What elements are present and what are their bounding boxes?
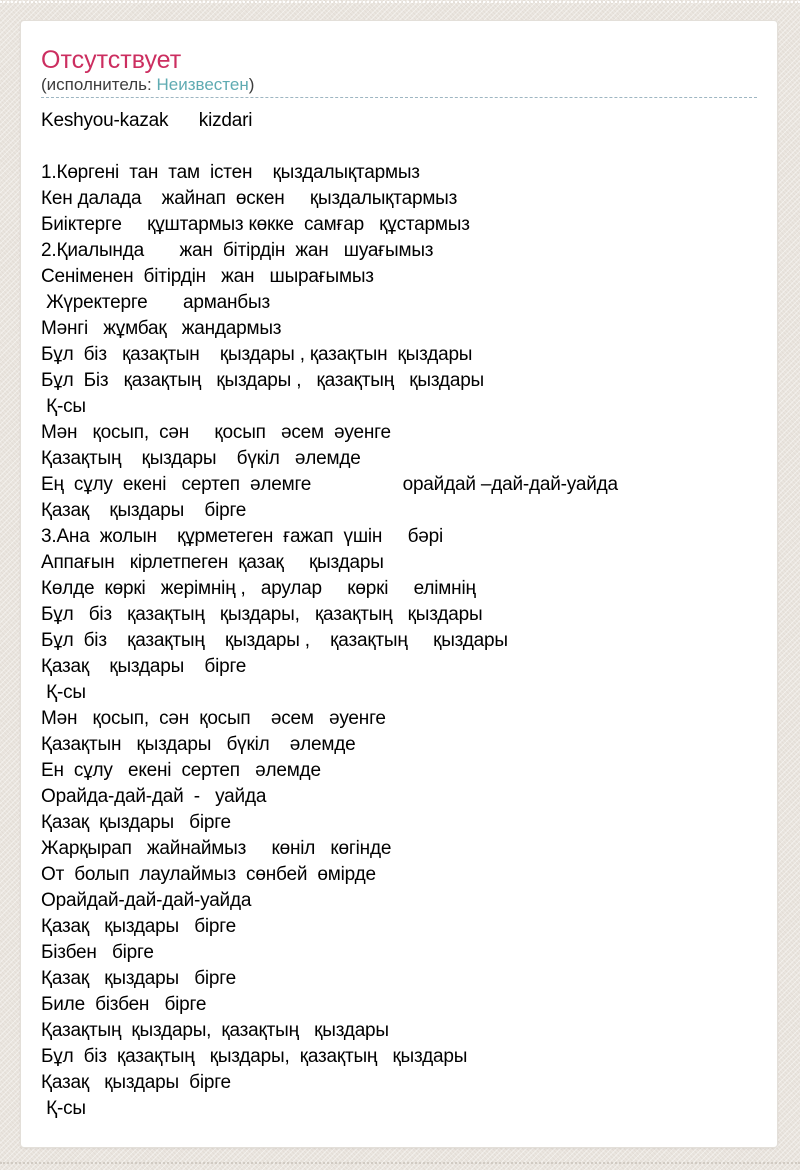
- artist-link[interactable]: Неизвестен: [156, 75, 249, 94]
- lyric-line: Сеніменен бітірдін жан шырағымыз: [41, 266, 374, 287]
- lyric-line: Қазақ қыздары бірге: [41, 916, 236, 937]
- lyric-line: Қазақтың қыздары бүкіл әлемде: [41, 448, 361, 469]
- artist-label-prefix: (исполнитель:: [41, 75, 157, 94]
- lyric-line: Кен далада жайнап өскен қыздалықтармыз: [41, 188, 458, 209]
- lyric-line: 3.Ана жолын құрметеген ғажап үшін бәрі: [41, 526, 444, 547]
- lyric-line: Қ-сы: [41, 396, 86, 417]
- lyric-line: Көлде көркі жерімнің , арулар көркі елімнің: [41, 578, 476, 599]
- lyric-line: Орайдай-дай-дай-уайда: [41, 890, 252, 911]
- lyric-line: Қазақтын қыздары бүкіл әлемде: [41, 734, 356, 755]
- lyric-line: Бұл Біз қазақтың қыздары , қазақтың қыздары: [41, 370, 485, 391]
- lyric-line: Keshyou-kazak kizdari: [41, 110, 253, 131]
- lyric-line: Бұл біз қазақтың қыздары , қазақтың қыздары: [41, 630, 508, 651]
- bottom-edge-dotted-line: [0, 1162, 800, 1164]
- page-title: Отсутствует: [41, 46, 182, 74]
- lyric-line: Қ-сы: [41, 682, 86, 703]
- lyric-line: Орайда-дай-дай - уайда: [41, 786, 267, 807]
- artist-line: [41, 76, 757, 94]
- lyric-line: Қазақ қыздары бірге: [41, 812, 231, 833]
- lyric-line: Ен сұлу екені сертеп әлемде: [41, 760, 321, 781]
- lyric-line: 1.Көргені тан там істен қыздалықтармыз: [41, 162, 420, 183]
- lyric-line: Бұл біз қазақтың қыздары, қазақтың қыздары: [41, 604, 483, 625]
- artist-label-suffix: ): [248, 75, 255, 94]
- lyric-line: Жүректерге арманбыз: [41, 292, 270, 313]
- lyric-line: Мән қосып, сән қосып әсем әуенге: [41, 708, 386, 729]
- lyric-line: 2.Қиалында жан бітірдін жан шуағымыз: [41, 240, 434, 261]
- lyric-line: Қ-сы: [41, 1098, 86, 1119]
- lyric-line: Бізбен бірге: [41, 942, 154, 963]
- lyric-line: Қазақ қыздары бірге: [41, 1072, 231, 1093]
- lyric-line: Биле бізбен бірге: [41, 994, 207, 1015]
- lyric-line: Қазақтың қыздары, қазақтың қыздары: [41, 1020, 389, 1041]
- lyric-line: [41, 134, 757, 160]
- lyric-line: Мән қосып, сән қосып әсем әуенге: [41, 422, 391, 443]
- top-edge-dotted-line: [0, 1, 800, 3]
- lyric-line: Қазақ қыздары бірге: [41, 500, 247, 521]
- lyric-line: Қазақ қыздары бірге: [41, 656, 247, 677]
- lyric-line: Қазақ қыздары бірге: [41, 968, 236, 989]
- lyric-line: От болып лаулаймыз сөнбей өмірде: [41, 864, 376, 885]
- song-header: [41, 47, 757, 98]
- lyric-line: Биіктерге құштармыз көкке самғар құстармыз: [41, 214, 470, 235]
- lyric-line: Ең сұлу екені сертеп әлемге орайдай –дай-дай-уайда: [41, 474, 618, 495]
- lyric-line: Жарқырап жайнаймыз көніл көгінде: [41, 838, 392, 859]
- lyric-line: Бұл біз қазақтың қыздары, қазақтың қыздары: [41, 1046, 468, 1067]
- lyric-line: Аппағын кірлетпеген қазақ қыздары: [41, 552, 384, 573]
- lyrics-card: [20, 20, 778, 1148]
- lyric-line: Мәнгі жұмбақ жандармыз: [41, 318, 282, 339]
- lyrics-text: [41, 108, 757, 1122]
- lyric-line: Бұл біз қазақтын қыздары , қазақтын қыздары: [41, 344, 473, 365]
